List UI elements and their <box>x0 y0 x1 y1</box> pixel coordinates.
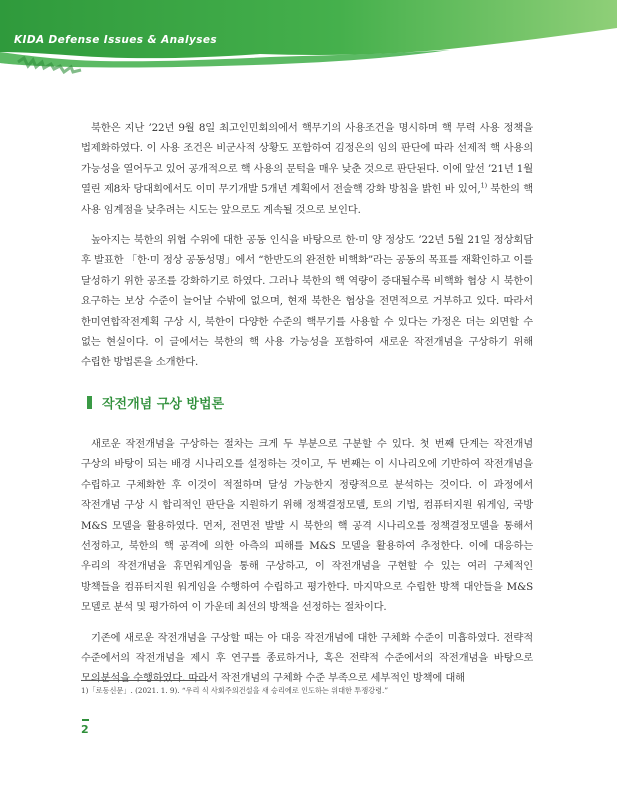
paragraph-text: 북한은 지난 ’22년 9월 8일 최고인민회의에서 핵무기의 사용조건을 명시하며 핵 무력 사용 정책을 법제화하였다. 이 사용 조건은 비군사적 상황도 포함하여 김정은의 임의 판단에 따라 선제적 핵 사용의 가능성을 열어두고 있어 공개적으로 핵 사용의 문턱을 매우 낮춘 것으로 판단된다. 이에 앞선 ’21년 1월 열린 제8차 당대회에서도 이미 무기개발 5개년 계획에서 전술핵 강화 방침을 밝힌 바 있어, <box>81 122 533 196</box>
article-body <box>81 118 533 699</box>
section-marker-icon <box>87 396 92 409</box>
page-number-mark <box>82 719 89 721</box>
page-number: 2 <box>81 723 89 736</box>
intro-paragraph-1 <box>81 118 533 220</box>
section-paragraph-1: 새로운 작전개념을 구상하는 절차는 크게 두 부분으로 구분할 수 있다. 첫 번째 단계는 작전개념 구상의 바탕이 되는 배경 시나리오를 설정하는 것이고, 두 번째는 이 시나리오에 기반하여 작전개념을 수립하고 구체화한 후 이것이 적절하며 달성 가능한지 정량적으로 분석하는 것이다. 이 과정에서 작전개념 구상 시 합리적인 판단을 지원하기 위해 정책결정모델, 토의 기법, 컴퓨터지원 워게임, 국방 M&S 모델을 활용하였다. 먼저, 전면전 발발 시 북한의 핵 공격 시나리오를 정책결정모델을 통해서 선정하고, 북한의 핵 공격에 의한 아측의 피해를 M&S 모델을 활용하여 추정한다. 이에 대응하는 우리의 작전개념을 휴먼워게임을 통해 구상하고, 이 작전개념을 구현할 수 있는 여러 구체적인 방책들을 컴퓨터지원 워게임을 수행하여 수립하고 평가한다. 마지막으로 수립한 방책 대안들을 M&S 모델로 분석 및 평가하여 이 가운데 최선의 방책을 선정하는 절차이다. <box>81 437 533 614</box>
section-paragraph-2: 기존에 새로운 작전개념을 구상할 때는 아 대응 작전개념에 대한 구체화 수준이 미흡하였다. 전략적 수준에서의 작전개념을 제시 후 연구를 종료하거나, 혹은 전략적 수준에서의 작전개념을 바탕으로 모의분석을 수행하였다. 따라서 작전개념의 구체화 수준 부족으로 세부적인 방책에 대해 <box>81 631 533 685</box>
footnote-1: 1)「로동신문」. (2021. 1. 9). “우리 식 사회주의건설을 새 승리에로 인도하는 위대한 투쟁강령.” <box>81 686 388 695</box>
footnote-separator <box>81 680 208 681</box>
header-banner <box>0 0 617 80</box>
series-label: KIDA Defense Issues & Analyses <box>14 34 218 46</box>
footnote-ref[interactable]: 1) <box>480 181 487 190</box>
intro-paragraph-2: 높아지는 북한의 위협 수위에 대한 공동 인식을 바탕으로 한·미 양 정상도 ’22년 5월 21일 정상회담 후 발표한 「한·미 정상 공동성명」에서 “한반도의 완전한 비핵화”라는 공동의 목표를 재확인하고 이를 달성하기 위한 공조를 강화하기로 하였다. 그러나 북한의 핵 역량이 증대될수록 비핵화 협상 시 북한이 요구하는 보상 수준이 늘어날 수밖에 없으며, 현재 북한은 협상을 전면적으로 거부하고 있다. 따라서 한미연합작전계획 구상 시, 북한이 다양한 수준의 핵무기를 사용할 수 있다는 가정은 더는 외면할 수 없는 현실이다. 이 글에서는 북한의 핵 사용 가능성을 포함하여 새로운 작전개념을 구상하기 위해 수립한 방법론을 소개한다. <box>81 234 533 369</box>
paragraph-text-continued: 북한의 핵 사용 임계점을 낮추려는 시도는 앞으로도 계속될 것으로 보인다. <box>81 183 533 216</box>
section-heading-text: 작전개념 구상 방법론 <box>102 396 225 412</box>
section-heading <box>87 393 533 412</box>
